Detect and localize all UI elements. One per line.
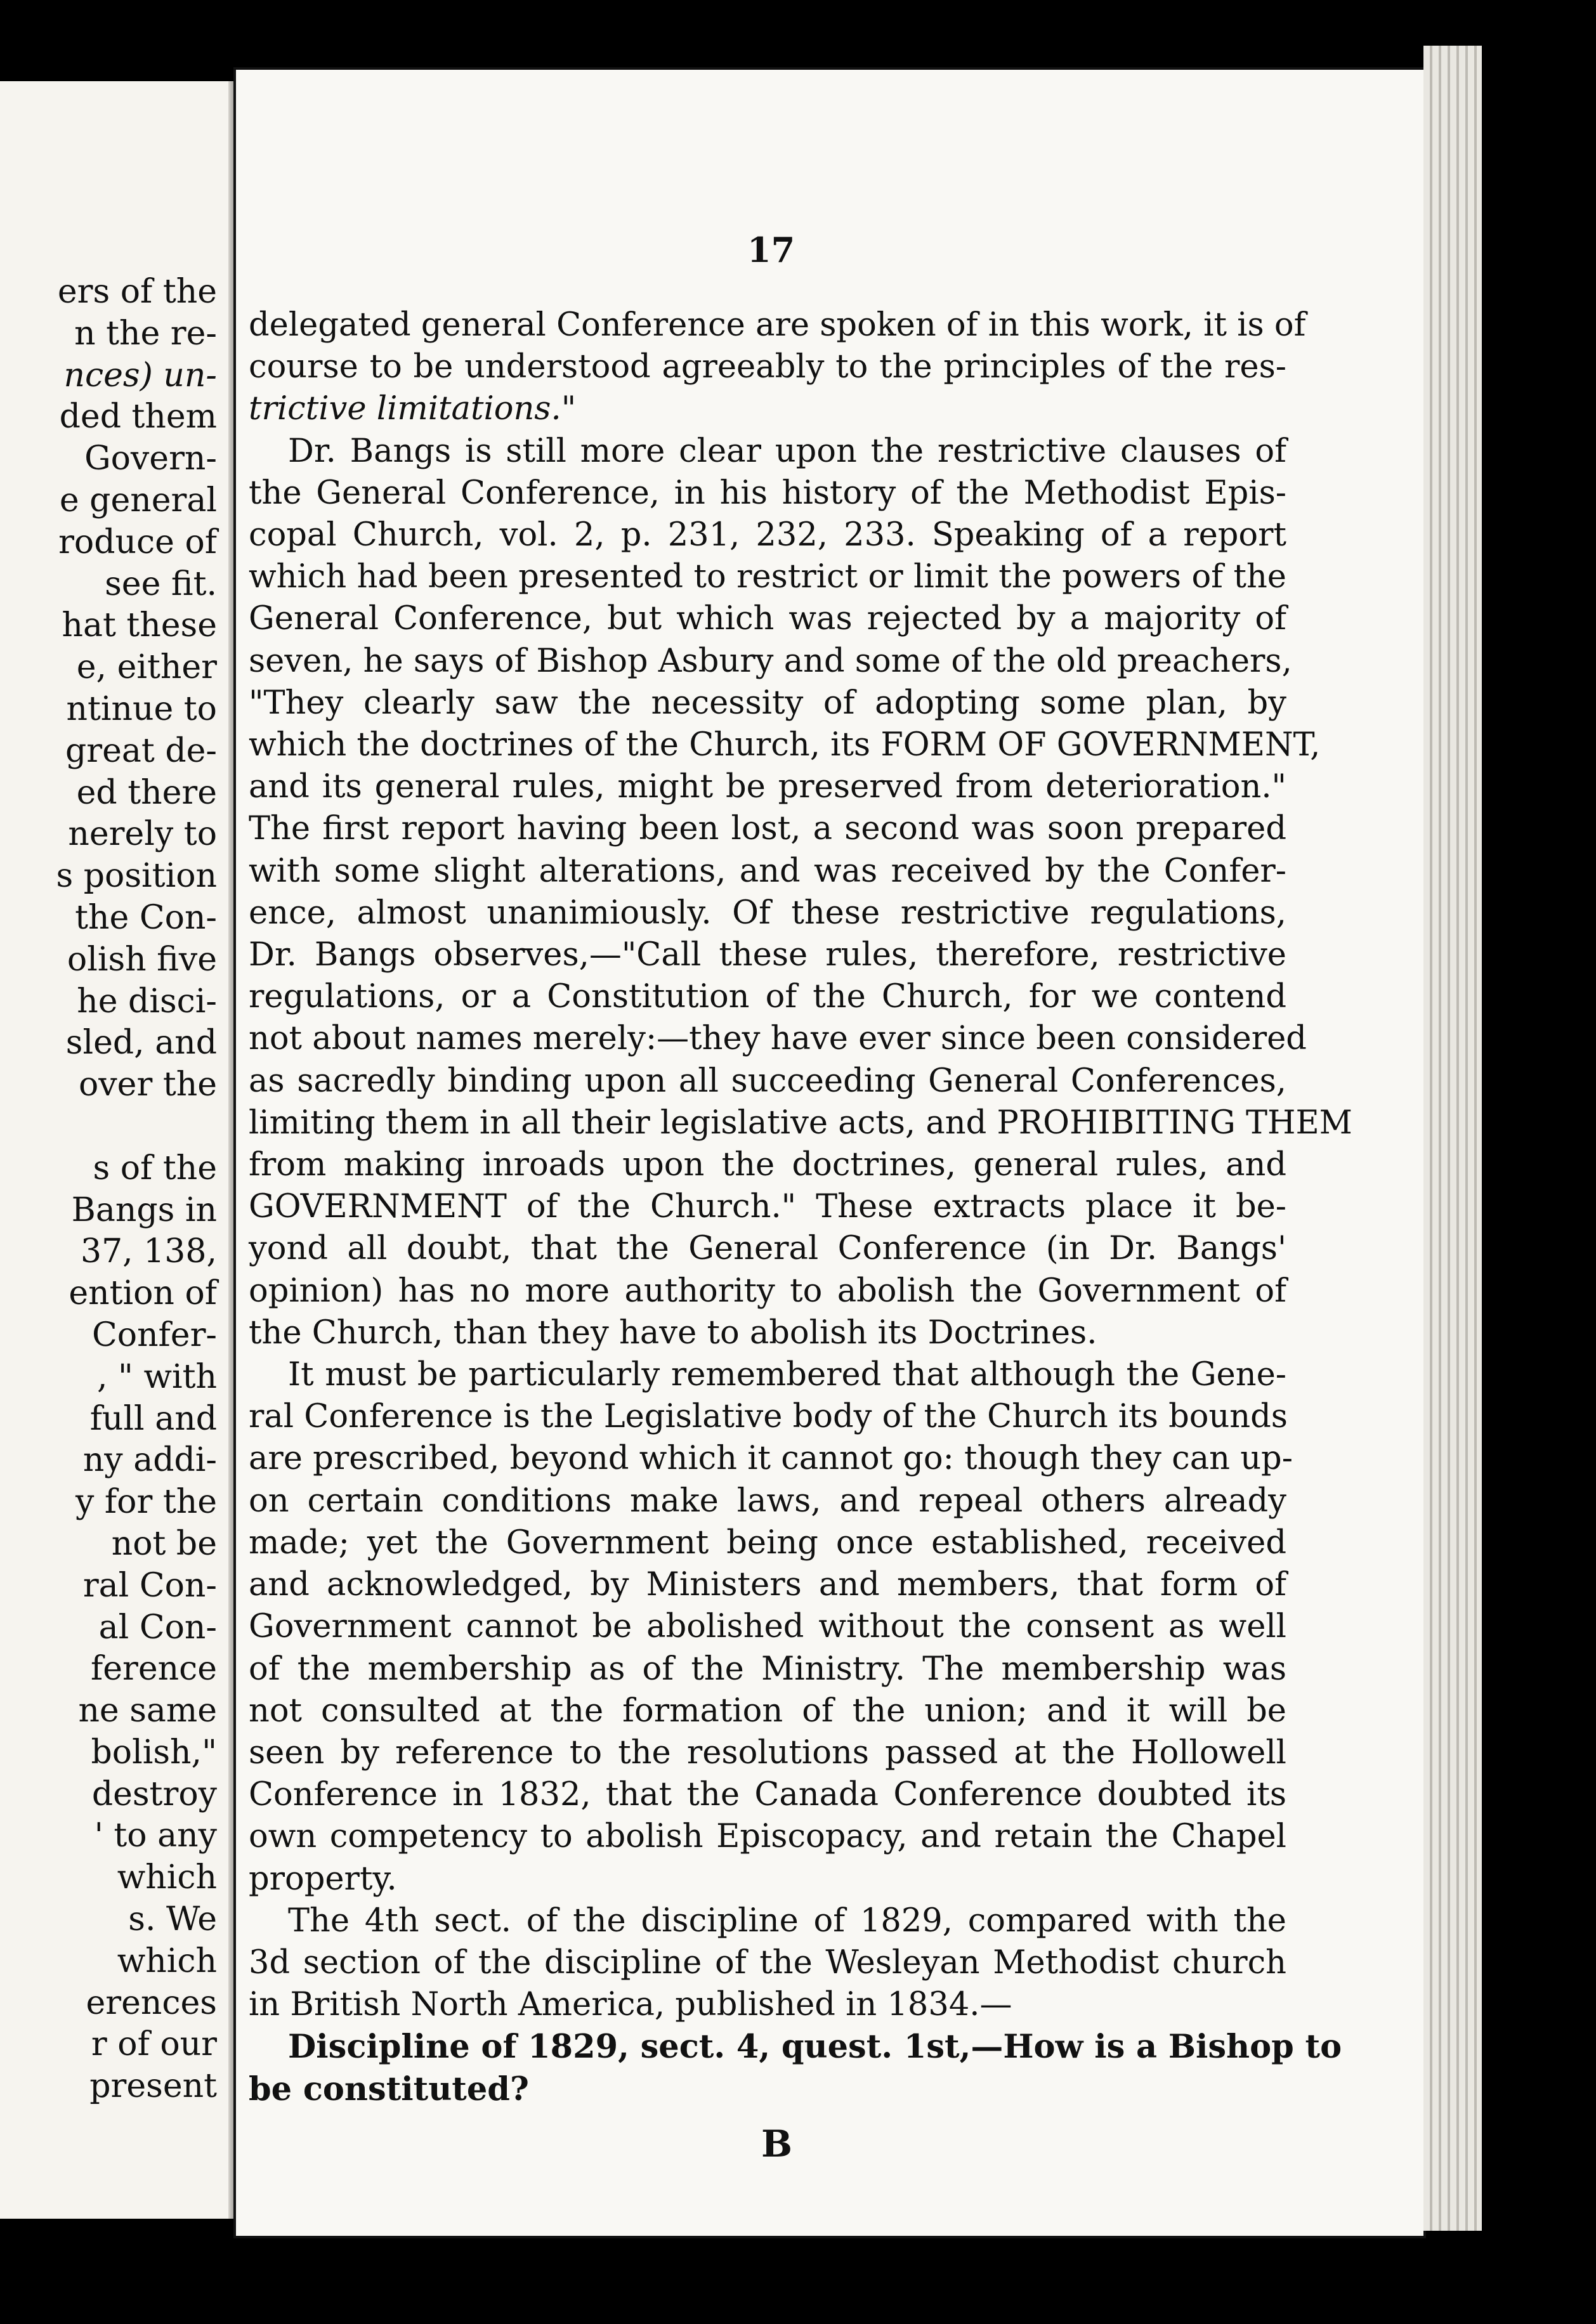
page-edges: [1423, 46, 1482, 2231]
text-line: on certain conditions make laws, and repeal others already: [249, 1482, 1286, 1520]
text-line: "They clearly saw the necessity of adopting some plan, by: [249, 684, 1286, 722]
text-line: are prescribed, beyond which it cannot go: though they can up-: [249, 1440, 1293, 1478]
page-number: 17: [747, 230, 795, 270]
text-line: made; yet the Government being once established, received: [249, 1524, 1286, 1562]
text-line: The first report having been lost, a second was soon prepared: [249, 810, 1286, 848]
text-line: 3d section of the discipline of the Wesleyan Methodist church: [249, 1943, 1286, 1981]
left-line: which: [117, 1858, 217, 1897]
left-line: ference: [90, 1650, 217, 1688]
left-line: s of the: [93, 1149, 217, 1187]
left-line: ers of the: [57, 273, 217, 311]
left-page: [0, 81, 228, 2219]
text-line: own competency to abolish Episcopacy, and retain the Chapel: [249, 1818, 1286, 1856]
left-line: ral Con-: [82, 1566, 217, 1605]
text-line: not about names merely:—they have ever since been considered: [249, 1020, 1307, 1058]
text-line: limiting them in all their legislative acts, and PROHIBITING THEM: [249, 1104, 1352, 1142]
text-line: General Conference, but which was rejected by a majority of: [249, 600, 1286, 638]
left-line: full and: [89, 1399, 217, 1438]
text-line: GOVERNMENT of the Church." These extracts place it be-: [249, 1188, 1286, 1226]
left-line: over the: [78, 1066, 217, 1104]
left-line: sled, and: [65, 1024, 217, 1062]
left-line: ed there: [76, 773, 217, 812]
text-line: from making inroads upon the doctrines, general rules, and: [249, 1146, 1286, 1184]
text-line: opinion) has no more authority to abolish the Government of: [249, 1272, 1286, 1310]
left-line: ention of: [69, 1274, 217, 1313]
left-line: olish five: [67, 940, 217, 979]
left-line: present: [89, 2067, 217, 2106]
text-line: regulations, or a Constitution of the Church, for we contend: [249, 978, 1286, 1016]
left-line: r of our: [91, 2025, 217, 2064]
left-line: Govern-: [84, 440, 217, 478]
left-line: erences: [86, 1983, 217, 2022]
text-line: the Church, than they have to abolish its Doctrines.: [249, 1314, 1097, 1352]
text-line: not consulted at the formation of the union; and it will be: [249, 1692, 1286, 1730]
left-line: s position: [56, 857, 217, 896]
left-line: bolish,": [91, 1733, 217, 1772]
left-line: ne same: [78, 1692, 217, 1730]
text-line: delegated general Conference are spoken of in this work, it is of: [249, 306, 1306, 344]
left-line: y for the: [75, 1483, 217, 1522]
signature-mark: B: [761, 2122, 793, 2165]
left-line: e general: [59, 481, 217, 519]
text-line: Dr. Bangs observes,—"Call these rules, therefore, restrictive: [249, 936, 1286, 974]
left-line: not be: [111, 1524, 217, 1563]
text-line: with some slight alterations, and was received by the Confer-: [249, 852, 1286, 890]
left-line: nces) un-: [63, 356, 217, 395]
text-line: yond all doubt, that the General Conference (in Dr. Bangs': [249, 1230, 1286, 1268]
text-line: It must be particularly remembered that although the Gene-: [288, 1356, 1286, 1394]
left-line: which: [117, 1942, 217, 1980]
text-line: which the doctrines of the Church, its FORM OF GOVERNMENT,: [249, 726, 1321, 764]
left-line: Confer-: [91, 1315, 217, 1354]
left-line: Bangs in: [71, 1191, 217, 1229]
left-line: hat these: [62, 606, 217, 645]
text-line: be constituted?: [249, 2070, 529, 2108]
text-line: The 4th sect. of the discipline of 1829, compared with the: [288, 1902, 1286, 1940]
left-line: nerely to: [68, 815, 217, 854]
text-line: Discipline of 1829, sect. 4, quest. 1st,—How is a Bishop to: [288, 2028, 1342, 2066]
text-line: in British North America, published in 1834.—: [249, 1986, 1012, 2024]
left-page-text: [56, 271, 217, 2108]
left-line: [56, 1106, 217, 1148]
text-line: ence, almost unanimiously. Of these restrictive regulations,: [249, 894, 1286, 932]
text-line: as sacredly binding upon all succeeding General Conferences,: [249, 1062, 1286, 1100]
text-line: copal Church, vol. 2, p. 231, 232, 233. Speaking of a report: [249, 516, 1286, 554]
text-line: Conference in 1832, that the Canada Conference doubted its: [249, 1776, 1286, 1814]
text-line: of the membership as of the Ministry. The membership was: [249, 1650, 1286, 1688]
text-line: seven, he says of Bishop Asbury and some of the old preachers,: [249, 642, 1292, 680]
body-text: [249, 304, 1352, 2110]
text-line: trictive limitations.": [249, 390, 577, 428]
text-line: and acknowledged, by Ministers and members, that form of: [249, 1566, 1286, 1604]
left-line: ntinue to: [66, 689, 217, 728]
left-line: see fit.: [105, 565, 217, 603]
left-line: ded them: [59, 398, 217, 436]
left-line: he disci-: [77, 982, 217, 1021]
left-line: n the re-: [74, 314, 217, 353]
left-line: al Con-: [98, 1608, 217, 1647]
text-line: and its general rules, might be preserved from deterioration.": [249, 768, 1286, 806]
left-line: great de-: [65, 731, 217, 770]
left-line: s. We: [128, 1900, 217, 1939]
text-line: Dr. Bangs is still more clear upon the restrictive clauses of: [288, 432, 1286, 470]
text-line: course to be understood agreeably to the principles of the res-: [249, 348, 1286, 386]
left-line: ny addi-: [82, 1441, 217, 1480]
left-line: destroy: [91, 1775, 217, 1813]
text-line: seen by reference to the resolutions passed at the Hollowell: [249, 1733, 1286, 1772]
text-line: property.: [249, 1860, 397, 1898]
left-line: the Con-: [75, 898, 217, 937]
left-line: e, either: [76, 648, 217, 687]
left-line: ' to any: [94, 1817, 217, 1855]
text-line: which had been presented to restrict or limit the powers of the: [249, 558, 1286, 596]
left-line: , " with: [96, 1357, 217, 1396]
text-line: ral Conference is the Legislative body of the Church its bounds: [249, 1398, 1288, 1436]
left-line: roduce of: [58, 523, 217, 561]
text-line: Government cannot be abolished without the consent as well: [249, 1608, 1286, 1646]
text-line: the General Conference, in his history of the Methodist Epis-: [249, 474, 1286, 512]
left-line: 37, 138,: [80, 1232, 217, 1271]
